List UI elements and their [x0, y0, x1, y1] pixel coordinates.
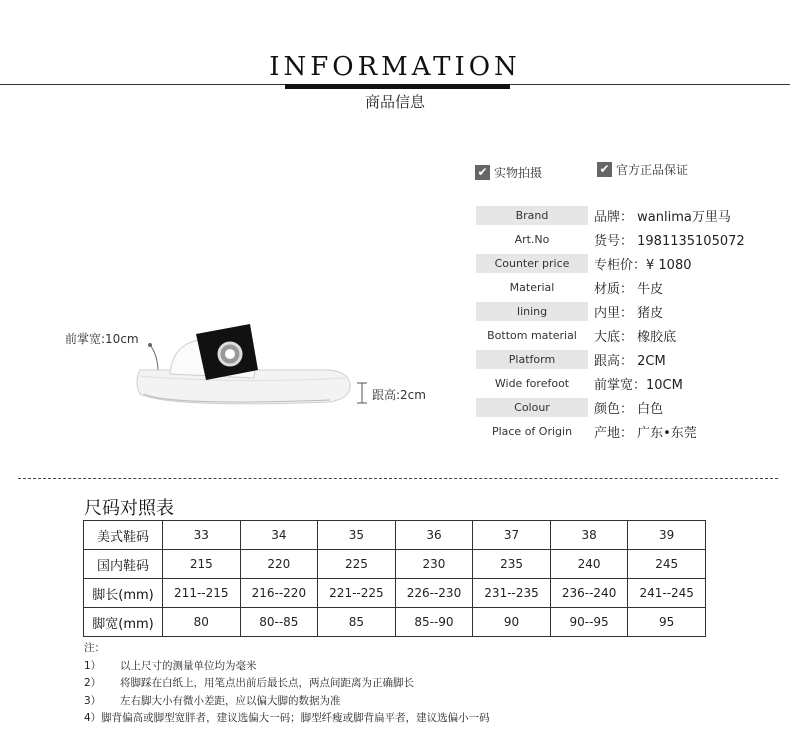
table-cell: 216--220 [240, 579, 318, 608]
info-row-wide-forefoot [476, 373, 776, 393]
info-label: Material [509, 280, 555, 294]
table-cell: 221--225 [318, 579, 396, 608]
table-cell: 36 [395, 521, 473, 550]
note-text: 将脚踩在白纸上，用笔点出前后最长点，两点间距离为正确脚长 [120, 677, 414, 689]
note-text: 脚背偏高或脚型宽胖者，建议选偏大一码；脚型纤瘦或脚背扁平者，建议选偏小一码 [101, 712, 490, 724]
table-cell: 215 [163, 550, 241, 579]
table-cell: 245 [628, 550, 706, 579]
note-item [84, 693, 490, 711]
info-row-art-no [476, 229, 776, 249]
note-number: 3） [84, 694, 102, 707]
note-number: 1） [84, 659, 102, 672]
badge-real-photo [475, 164, 542, 181]
heel-height-label: 跟高:2cm [372, 388, 426, 402]
page-subtitle: 商品信息 [364, 93, 425, 111]
info-value: 专柜价：¥ 1080 [594, 257, 692, 273]
info-row-platform [476, 349, 776, 369]
info-value: 大底： 橡胶底 [594, 329, 677, 345]
info-label: Platform [476, 350, 588, 369]
page-title: INFORMATION [269, 52, 521, 82]
info-label: Colour [476, 398, 588, 417]
info-value: 跟高： 2CM [594, 353, 666, 369]
info-row-lining [476, 301, 776, 321]
table-cell: 34 [240, 521, 318, 550]
header-accent-bar [285, 84, 510, 89]
row-header: 脚长(mm) [84, 579, 163, 608]
row-header: 美式鞋码 [84, 521, 163, 550]
info-value: 前掌宽：10CM [594, 377, 683, 393]
info-value: 颜色： 白色 [594, 401, 664, 417]
badge-label: 官方正品保证 [616, 163, 689, 177]
info-label: Iining [476, 302, 588, 321]
note-item [84, 675, 490, 693]
table-cell: 33 [163, 521, 241, 550]
info-row-bottom-material [476, 325, 776, 345]
table-cell: 211--215 [163, 579, 241, 608]
checkbox-checked-icon: ✔ [475, 165, 490, 180]
note-number: 2） [84, 677, 102, 689]
table-cell: 226--230 [395, 579, 473, 608]
notes-title: 注： [84, 642, 105, 654]
table-cell: 241--245 [628, 579, 706, 608]
info-value: 材质： 牛皮 [594, 281, 664, 297]
section-divider [18, 478, 778, 479]
table-cell: 38 [550, 521, 628, 550]
table-cell: 231--235 [473, 579, 551, 608]
table-cell: 37 [473, 521, 551, 550]
info-value: 品牌： wanlima万里马 [594, 209, 731, 225]
table-cell: 230 [395, 550, 473, 579]
product-slide-sandal-image [130, 318, 360, 413]
badge-label: 实物拍摄 [494, 166, 543, 180]
table-cell: 235 [473, 550, 551, 579]
table-cell: 240 [550, 550, 628, 579]
table-cell: 225 [318, 550, 396, 579]
table-row [84, 521, 706, 550]
badge-authentic [597, 161, 688, 178]
table-cell: 95 [628, 608, 706, 637]
table-cell: 85 [318, 608, 396, 637]
table-cell: 220 [240, 550, 318, 579]
info-label: Wide forefoot [494, 376, 570, 390]
info-row-origin [476, 421, 776, 441]
info-row-material [476, 277, 776, 297]
info-label: Bottom material [487, 328, 577, 342]
table-cell: 80--85 [240, 608, 318, 637]
checkbox-checked-icon: ✔ [597, 162, 612, 177]
table-row [84, 608, 706, 637]
table-row [84, 579, 706, 608]
table-cell: 90--95 [550, 608, 628, 637]
info-row-colour [476, 397, 776, 417]
table-cell: 35 [318, 521, 396, 550]
info-label: Brand [476, 206, 588, 225]
note-item [84, 658, 490, 676]
table-cell: 90 [473, 608, 551, 637]
table-row [84, 550, 706, 579]
row-header: 国内鞋码 [84, 550, 163, 579]
size-chart-table [83, 520, 706, 637]
table-cell: 85--90 [395, 608, 473, 637]
info-value: 货号： 1981135105072 [594, 233, 745, 249]
info-label: Place of Origin [491, 424, 573, 438]
info-value: 产地： 广东•东莞 [594, 425, 697, 441]
row-header: 脚宽(mm) [84, 608, 163, 637]
note-text: 以上尺寸的测量单位均为毫米 [120, 659, 257, 672]
table-cell: 80 [163, 608, 241, 637]
size-notes [84, 640, 490, 728]
info-value: 内里： 猪皮 [594, 305, 664, 321]
info-label: Art.No [514, 232, 550, 246]
size-chart-title: 尺码对照表 [84, 498, 174, 519]
info-row-counter-price [476, 253, 776, 273]
note-item [84, 710, 490, 728]
note-number: 4） [84, 712, 102, 724]
info-row-brand [476, 205, 776, 225]
note-text: 左右脚大小有微小差距，应以偏大脚的数据为准 [120, 694, 341, 707]
info-label: Counter price [476, 254, 588, 273]
table-cell: 236--240 [550, 579, 628, 608]
forefoot-width-label: 前掌宽:10cm [65, 332, 139, 346]
table-cell: 39 [628, 521, 706, 550]
